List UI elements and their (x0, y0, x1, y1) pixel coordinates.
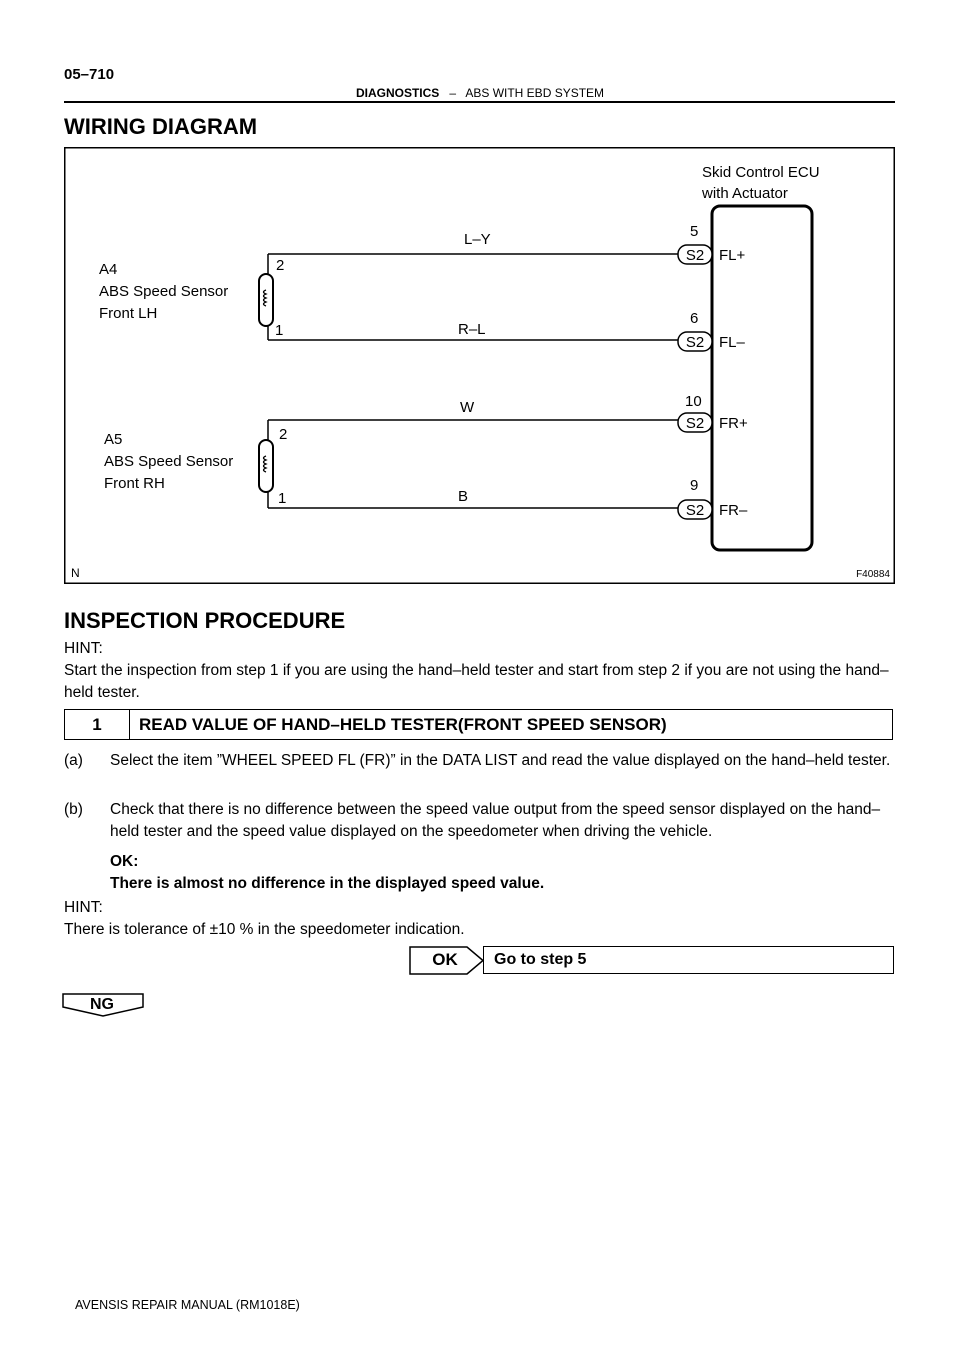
sensor-a5-pin-top: 2 (279, 426, 288, 443)
connector-a5-top-label: S2 (685, 415, 705, 432)
connector-a4-top-label: S2 (685, 247, 705, 264)
tolerance-hint-text: There is tolerance of ±10 % in the speedometer indication. (64, 921, 465, 938)
sensor-a4-pin-top: 2 (276, 257, 285, 274)
diagram-frame (65, 148, 895, 584)
step-item-b (64, 799, 896, 843)
sensor-a4-pin-bottom: 1 (275, 322, 284, 339)
terminal-fr-minus: FR– (719, 502, 748, 519)
figure-id: F40884 (856, 569, 890, 580)
sensor-a5-name-line1: ABS Speed Sensor (104, 453, 234, 470)
sensor-a5-body (259, 440, 273, 492)
terminal-fl-plus: FL+ (719, 247, 746, 264)
tolerance-hint-label: HINT: (64, 899, 103, 916)
ecu-name-line1: Skid Control ECU (702, 164, 820, 181)
step-number: 1 (65, 710, 130, 739)
ok-criteria-text: There is almost no difference in the displayed speed value. (110, 875, 545, 892)
hint-text: Start the inspection from step 1 if you are using the hand–held tester and start from step 2 if you are not using the hand–held tester. (64, 662, 889, 701)
inspection-title: INSPECTION PROCEDURE (64, 608, 346, 633)
header-subsection: ABS WITH EBD SYSTEM (465, 86, 605, 100)
running-header (0, 86, 960, 100)
diagram-corner-mark: N (71, 566, 80, 580)
terminal-fr-plus: FR+ (719, 415, 748, 432)
step-1-header (64, 709, 893, 740)
step-item-b-text: Check that there is no difference between the speed value output from the speed sensor displayed on the hand–held tester and the speed value displayed on the speedometer when driving the vehicle. (110, 801, 881, 840)
step-item-b-mark: (b) (64, 801, 83, 818)
ecu-name-line2: with Actuator (702, 185, 788, 202)
sensor-a4-name-line1: ABS Speed Sensor (99, 283, 229, 300)
sensor-a5-coil-icon (264, 456, 267, 472)
ok-result-label: OK (432, 950, 458, 969)
sensor-a5-name-line2: Front RH (104, 475, 165, 492)
ok-result-action: Go to step 5 (483, 946, 894, 974)
connector-a5-bottom-label: S2 (685, 502, 705, 519)
header-separator: – (449, 86, 456, 100)
wire-a5-bottom-color: B (458, 488, 469, 505)
step-item-a (64, 750, 896, 794)
ecu-pin-a4-top: 5 (690, 223, 699, 240)
sensor-a4-body (259, 274, 273, 326)
connector-a4-bottom-label: S2 (685, 334, 705, 351)
sensor-a4-coil-icon (264, 290, 267, 306)
step-title: READ VALUE OF HAND–HELD TESTER(FRONT SPEED SENSOR) (139, 715, 667, 734)
wire-a4-bottom-color: R–L (458, 321, 486, 338)
hint-label: HINT: (64, 640, 103, 657)
ng-result-label: NG (90, 996, 114, 1013)
manual-footer: AVENSIS REPAIR MANUAL (RM1018E) (75, 1298, 300, 1312)
sensor-a5-code: A5 (104, 431, 123, 448)
page-number: 05–710 (64, 66, 115, 83)
sensor-a4-name-line2: Front LH (99, 305, 158, 322)
sensor-a4-code: A4 (99, 261, 118, 278)
terminal-fl-minus: FL– (719, 334, 745, 351)
sensor-a5-pin-bottom: 1 (278, 490, 287, 507)
ok-criteria-label: OK: (110, 853, 139, 870)
wiring-diagram (64, 147, 895, 589)
wiring-diagram-title: WIRING DIAGRAM (64, 114, 258, 139)
ecu-pin-a5-bottom: 9 (690, 477, 699, 494)
ecu-pin-a4-bottom: 6 (690, 310, 699, 327)
step-item-a-text: Select the item ”WHEEL SPEED FL (FR)” in the DATA LIST and read the value displayed on the hand–held tester. (110, 752, 891, 769)
ecu-pin-a5-top: 10 (685, 393, 702, 410)
step-item-a-mark: (a) (64, 752, 83, 769)
wire-a4-top-color: L–Y (464, 231, 491, 248)
header-rule (64, 101, 895, 103)
wire-a5-top-color: W (460, 399, 475, 416)
header-section: DIAGNOSTICS (355, 86, 440, 100)
